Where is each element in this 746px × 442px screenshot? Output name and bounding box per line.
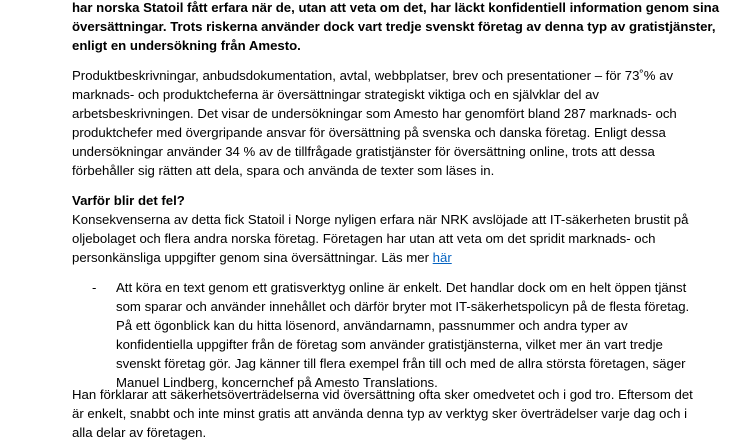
section-heading: Varför blir det fel? (72, 193, 185, 208)
lead-line-2: översättningar. Trots riskerna använder dock vart tredje svenskt företag av denna typ av gratistjänster, (72, 19, 716, 34)
lead-line-1: har norska Statoil fått erfara när de, utan att veta om det, har läckt konfidentiell information genom sina (72, 0, 720, 15)
bullet-line-4: konfidentiella uppgifter från de företag som använder gratistjänsterna, vilket mer än vart tredje (116, 337, 663, 352)
read-more-link[interactable]: här (432, 250, 452, 265)
paragraph-1-line-2: marknads- och produktcheferna är översättningar strategiskt viktiga och en självklar del av (72, 87, 600, 102)
bullet-line-1: Att köra en text genom ett gratisverktyg online är enkelt. Det handlar dock om en helt öppen tjänst (116, 280, 687, 295)
paragraph-1-line-6: förbehåller sig rätten att dela, spara och använda de texter som läses in. (72, 163, 495, 178)
bullet-line-2: som sparar och använder innehållet och därför bryter mot IT-säkerhetspolicyn på de flesta företag. (116, 299, 690, 314)
bullet-marker: - (92, 280, 97, 295)
paragraph-1-line-3: arbetsbeskrivningen. Det visar de undersökningar som Amesto har genomfört bland 287 marknads- och (72, 106, 677, 121)
paragraph-1-line-4: produktchefer med övergripande ansvar för översättning på svenska och danska företag. Enligt dessa (72, 125, 666, 140)
paragraph-3-line-2: är enkelt, snabbt och inte minst gratis att använda denna typ av verktyg sker överträdelser varje dag och i (72, 406, 688, 421)
paragraph-1-line-5: undersökningar använder 34 % av de tillfrågade gratistjänster för översättning online, trots att dessa (72, 144, 655, 159)
paragraph-2-text: personkänsliga uppgifter genom sina översättningar. Läs mer (72, 250, 433, 265)
bullet-line-6: Manuel Lindberg, koncernchef på Amesto Translations. (116, 375, 438, 390)
lead-line-3: enligt en undersökning från Amesto. (72, 38, 301, 53)
paragraph-3-line-3: alla delar av företagen. (72, 425, 207, 440)
paragraph-2-line-2: oljebolaget och flera andra norska företag. Företagen har utan att veta om det spridit marknads- och (72, 231, 656, 246)
paragraph-3-line-1: Han förklarar att säkerhetsöverträdelserna vid översättning ofta sker omedvetet och i god tro. Eftersom det (72, 387, 693, 402)
bullet-line-5: svenskt företag gör. Jag känner till flera exempel från till och med de allra största företagen, säger (116, 356, 686, 371)
bullet-line-3: På ett ögonblick kan du hitta lösenord, användarnamn, passnummer och andra typer av (116, 318, 628, 333)
paragraph-2-line-1: Konsekvenserna av detta fick Statoil i Norge nyligen erfara när NRK avslöjade att IT-säkerheten brustit på (72, 212, 689, 227)
paragraph-1-line-1: Produktbeskrivningar, anbudsdokumentation, avtal, webbplatser, brev och presentationer – för 73˚% av (72, 68, 674, 83)
paragraph-2-line-3 (72, 248, 452, 267)
